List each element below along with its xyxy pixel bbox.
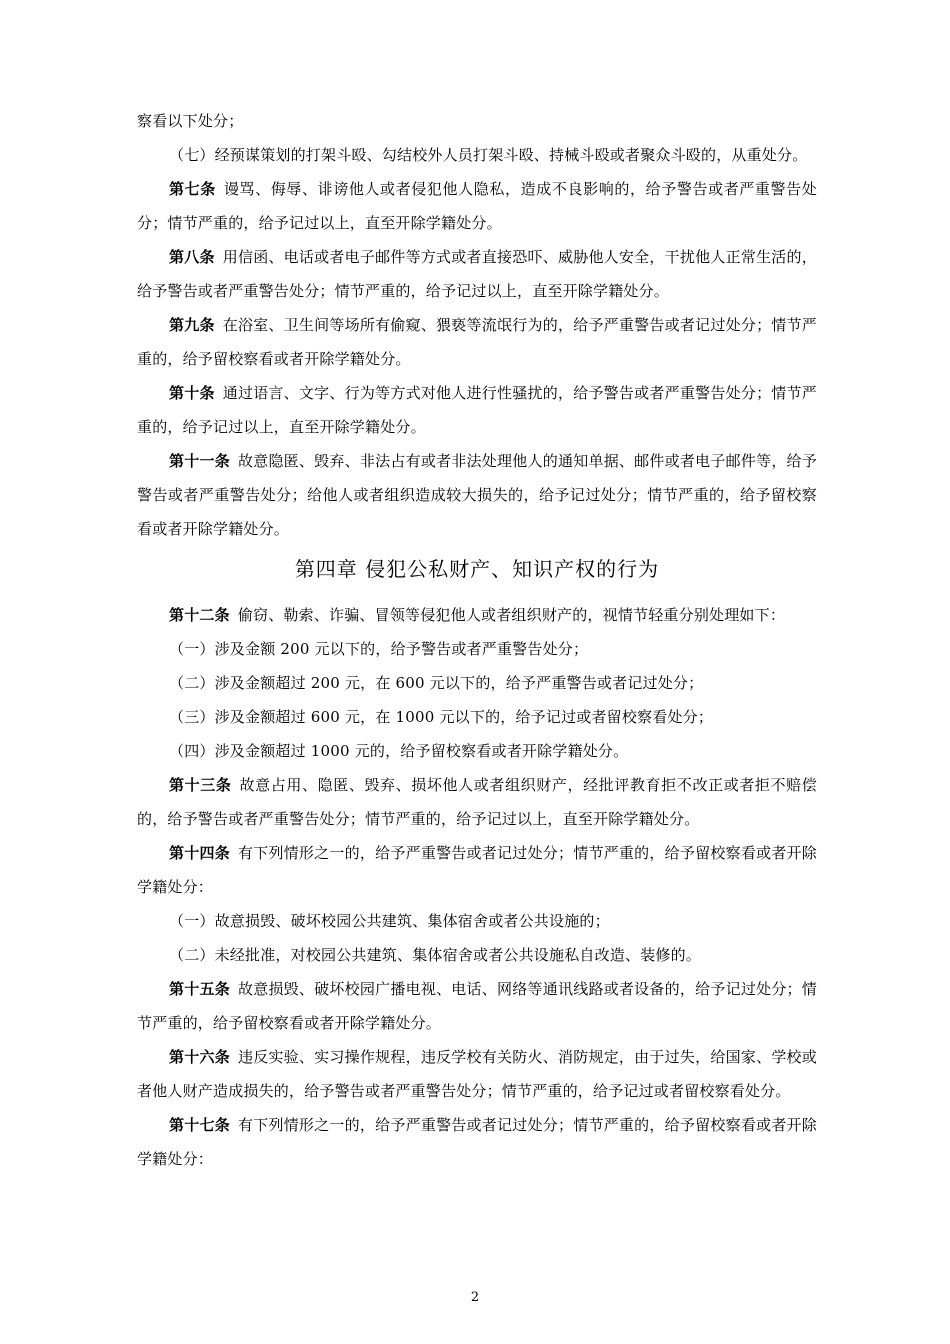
article-13 (137, 768, 817, 836)
article-text: 谩骂、侮辱、诽谤他人或者侵犯他人隐私，造成不良影响的，给予警告或者严重警告处分；情节严重的，给予记过以上，直至开除学籍处分。 (137, 180, 817, 232)
article-10 (137, 376, 817, 444)
article-15 (137, 972, 817, 1040)
article-7 (137, 172, 817, 240)
article-16 (137, 1040, 817, 1108)
list-item: （七）经预谋策划的打架斗殴、勾结校外人员打架斗殴、持械斗殴或者聚众斗殴的，从重处分。 (169, 146, 808, 164)
article-text: 偷窃、勒索、诈骗、冒领等侵犯他人或者组织财产的，视情节轻重分别处理如下： (237, 606, 786, 624)
article-label: 第九条 (169, 316, 215, 334)
paragraph-continuation: 察看以下处分； (137, 112, 244, 130)
article-label: 第十二条 (169, 606, 230, 624)
article-text: 在浴室、卫生间等场所有偷窥、猥亵等流氓行为的，给予严重警告或者记过处分；情节严重的，给予留校察看或者开除学籍处分。 (137, 316, 817, 368)
article-label: 第七条 (169, 180, 216, 198)
list-item: （二）涉及金额超过 200 元，在 600 元以下的，给予严重警告或者记过处分； (169, 674, 704, 692)
list-item: （三）涉及金额超过 600 元，在 1000 元以下的，给予记过或者留校察看处分； (169, 708, 714, 726)
list-item: （四）涉及金额超过 1000 元的，给予留校察看或者开除学籍处分。 (169, 742, 629, 760)
article-14 (137, 836, 817, 904)
article-label: 第十条 (169, 384, 215, 402)
article-text: 故意损毁、破坏校园广播电视、电话、网络等通讯线路或者设备的，给予记过处分；情节严重的，给予留校察看或者开除学籍处分。 (137, 980, 817, 1032)
page-number: 2 (470, 1290, 480, 1305)
article-12 (137, 598, 817, 632)
article-11 (137, 444, 817, 546)
list-item: （一）涉及金额 200 元以下的，给予警告或者严重警告处分； (169, 640, 589, 658)
article-label: 第十一条 (169, 452, 230, 470)
document-body (137, 104, 817, 1176)
article-label: 第十三条 (169, 776, 232, 794)
article-text: 有下列情形之一的，给予严重警告或者记过处分；情节严重的，给予留校察看或者开除学籍处分： (137, 1116, 817, 1168)
article-label: 第十六条 (169, 1048, 230, 1066)
article-text: 有下列情形之一的，给予严重警告或者记过处分；情节严重的，给予留校察看或者开除学籍处分： (137, 844, 817, 896)
article-label: 第八条 (169, 248, 215, 266)
article-9 (137, 308, 817, 376)
article-text: 故意占用、隐匿、毁弃、损坏他人或者组织财产，经批评教育拒不改正或者拒不赔偿的，给予警告或者严重警告处分；情节严重的，给予记过以上，直至开除学籍处分。 (137, 776, 817, 828)
article-text: 违反实验、实习操作规程，违反学校有关防火、消防规定，由于过失，给国家、学校或者他人财产造成损失的，给予警告或者严重警告处分；情节严重的，给予记过或者留校察看处分。 (137, 1048, 817, 1100)
article-label: 第十五条 (169, 980, 230, 998)
article-text: 用信函、电话或者电子邮件等方式或者直接恐吓、威胁他人安全，干扰他人正常生活的，给予警告或者严重警告处分；情节严重的，给予记过以上，直至开除学籍处分。 (137, 248, 817, 300)
article-label: 第十七条 (169, 1116, 230, 1134)
article-text: 通过语言、文字、行为等方式对他人进行性骚扰的，给予警告或者严重警告处分；情节严重的，给予记过以上，直至开除学籍处分。 (137, 384, 817, 436)
article-text: 故意隐匿、毁弃、非法占有或者非法处理他人的通知单据、邮件或者电子邮件等，给予警告或者严重警告处分；给他人或者组织造成较大损失的，给予记过处分；情节严重的，给予留校察看或者开除学籍处分。 (137, 452, 817, 538)
list-item: （二）未经批准，对校园公共建筑、集体宿舍或者公共设施私自改造、装修的。 (169, 946, 702, 964)
article-17 (137, 1108, 817, 1176)
chapter-heading: 第四章 侵犯公私财产、知识产权的行为 (294, 557, 660, 581)
article-label: 第十四条 (169, 844, 230, 862)
list-item: （一）故意损毁、破坏校园公共建筑、集体宿舍或者公共设施的； (169, 912, 610, 930)
article-8 (137, 240, 817, 308)
